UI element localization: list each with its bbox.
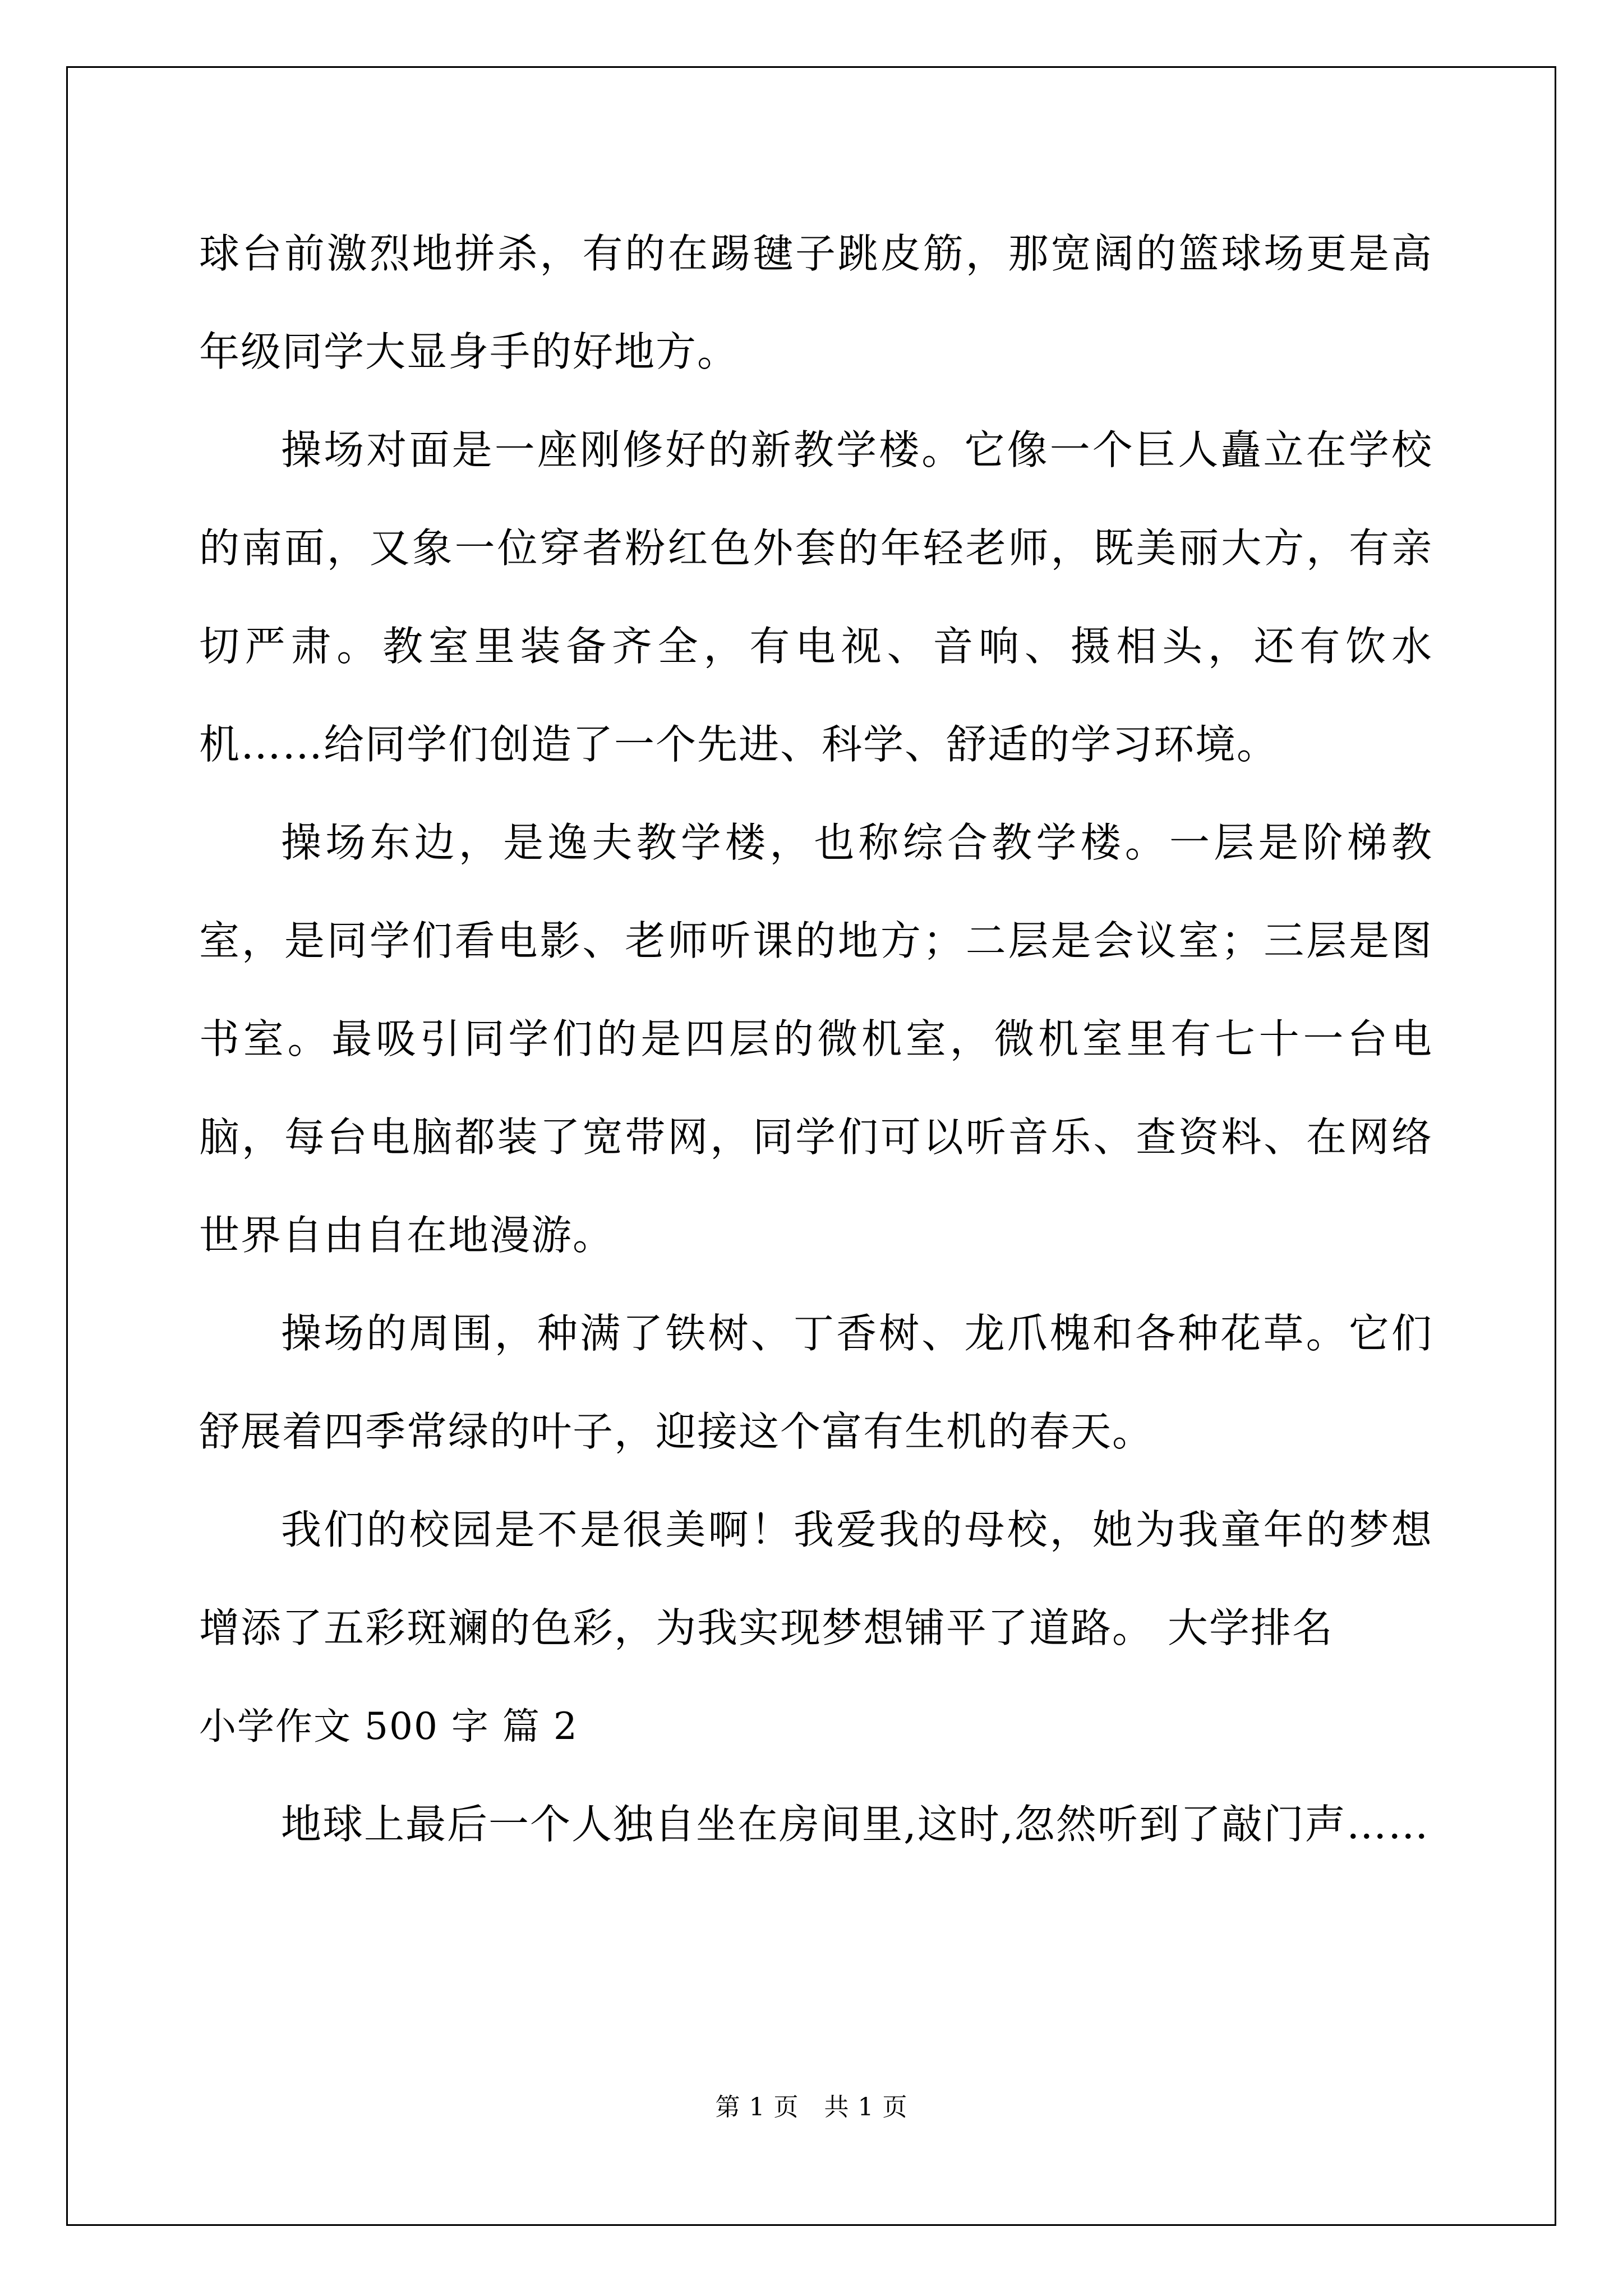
paragraph-3: 操场东边，是逸夫教学楼，也称综合教学楼。一层是阶梯教室，是同学们看电影、老师听课的地方；二层是会议室；三层是图书室。最吸引同学们的是四层的微机室，微机室里有七十一台电脑，每台电脑都装了宽带网，同学们可以听音乐、查资料、在网络世界自由自在地漫游。 <box>199 819 1433 1259</box>
paragraph-5: 我们的校园是不是很美啊！我爱我的母校，她为我童年的梦想增添了五彩斑斓的色彩，为我实现梦想铺平了道路。 大学排名 <box>199 1506 1433 1651</box>
paragraph-6: 地球上最后一个人独自坐在房间里,这时,忽然听到了敲门声…… <box>281 1801 1430 1848</box>
paragraph-1: 球台前激烈地拼杀，有的在踢毽子跳皮筋，那宽阔的篮球场更是高年级同学大显身手的好地方。 <box>199 230 1433 375</box>
paragraph-2: 操场对面是一座刚修好的新教学楼。它像一个巨人矗立在学校的南面，又象一位穿者粉红色外套的年轻老师，既美丽大方，有亲切严肃。教室里装备齐全，有电视、音响、摄相头，还有饮水机……给同学们创造了一个先进、科学、舒适的学习环境。 <box>199 426 1433 768</box>
section-heading: 小学作文 500 字 篇 2 <box>199 1705 578 1748</box>
paragraph-4: 操场的周围，种满了铁树、丁香树、龙爪槐和各种花草。它们舒展着四季常绿的叶子，迎接这个富有生机的春天。 <box>199 1310 1433 1455</box>
document-body <box>199 205 1433 1874</box>
page-footer: 第 1 页 共 1 页 <box>715 2093 908 2122</box>
